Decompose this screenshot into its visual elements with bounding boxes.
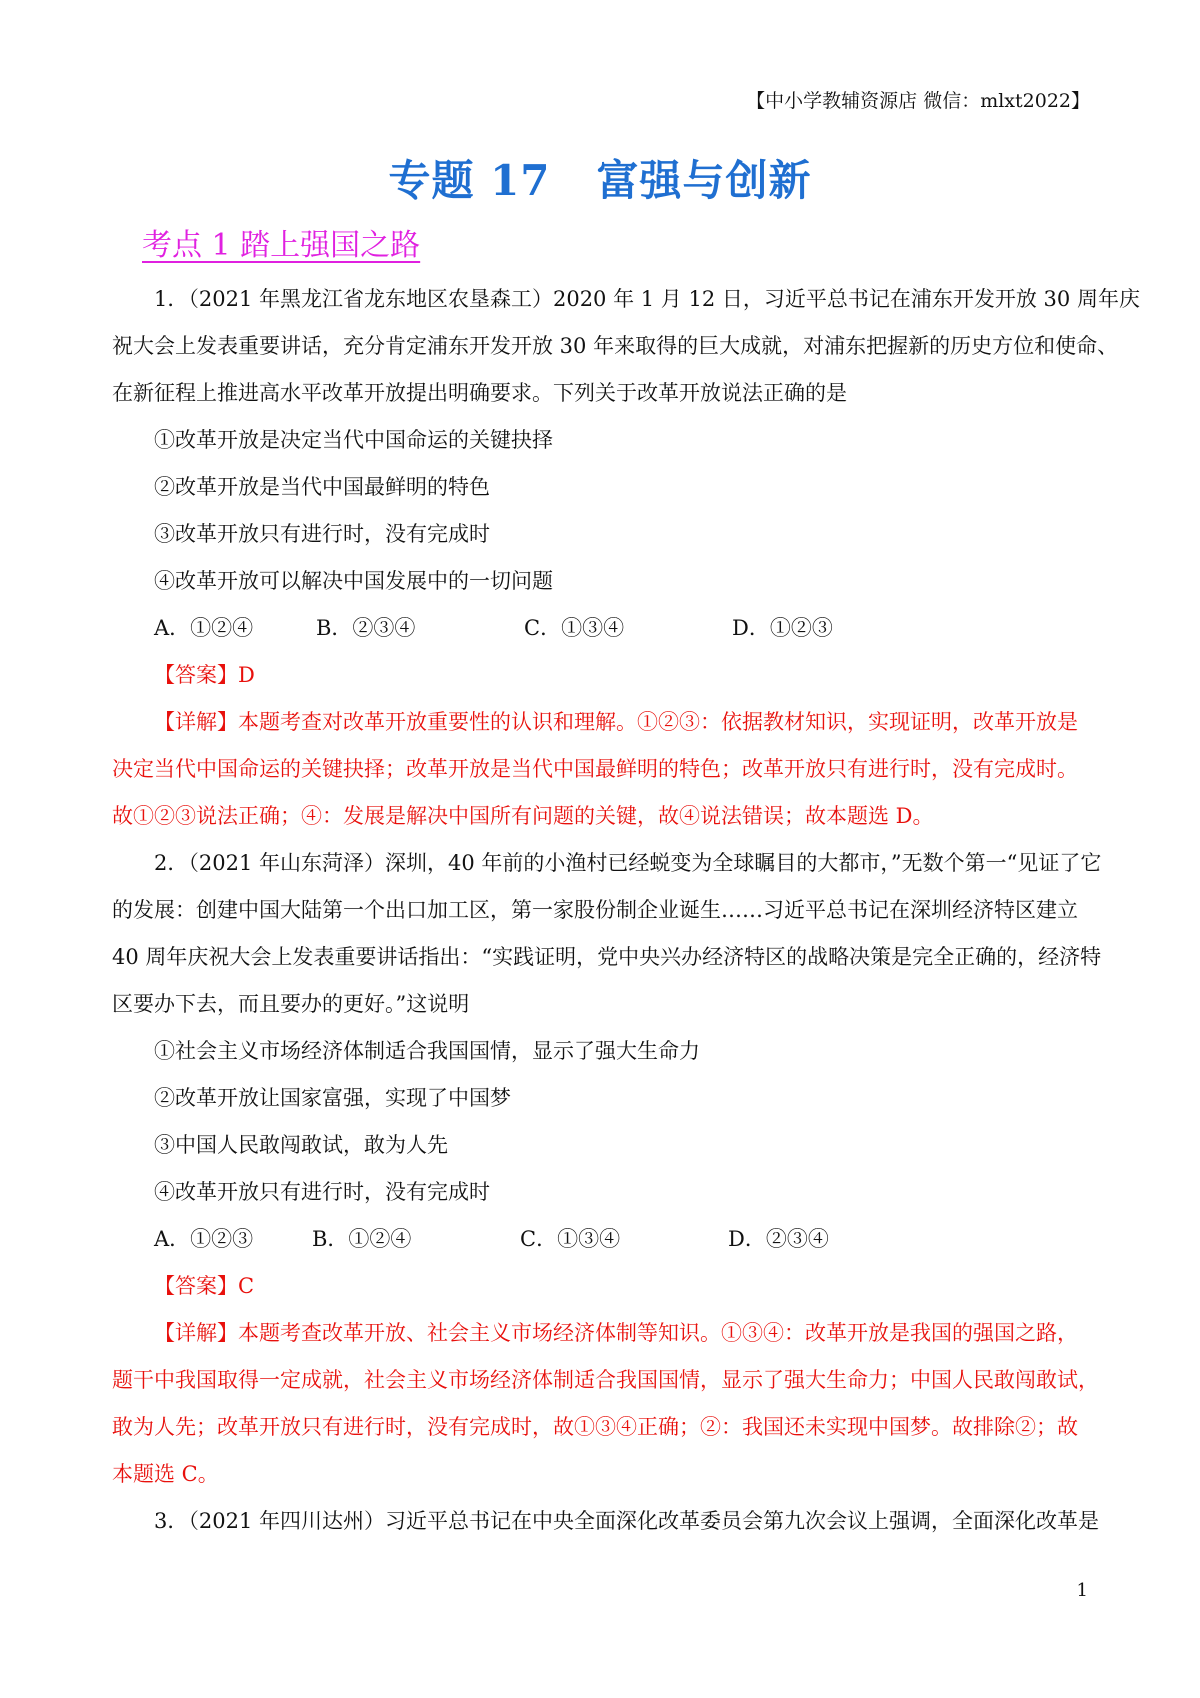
- q1-item: ②改革开放是当代中国最鲜明的特色: [154, 475, 490, 499]
- q2-options: [112, 1216, 1088, 1263]
- q1-item: ④改革开放可以解决中国发展中的一切问题: [154, 569, 553, 593]
- q1-options: [112, 605, 1088, 652]
- q1-option-c: C．①③④: [524, 616, 625, 640]
- q2-stem-line: 2．（2021 年山东菏泽）深圳，40 年前的小渔村已经蜕变为全球瞩目的大都市，”无数个第一“见证了它: [154, 851, 1102, 875]
- q2-detail-line: 本题选 C。: [112, 1462, 219, 1486]
- q1-option-a: A．①②④: [154, 616, 254, 640]
- page-number: 1: [1076, 1580, 1088, 1601]
- q2-option-b: B．①②④: [312, 1227, 412, 1251]
- q3-stem-line: 3．（2021 年四川达州）习近平总书记在中央全面深化改革委员会第九次会议上强调，全面深化改革是: [154, 1509, 1099, 1533]
- q2-detail-line: 敢为人先；改革开放只有进行时，没有完成时，故①③④正确；②：我国还未实现中国梦。故排除②；故: [112, 1415, 1078, 1439]
- header-note: 【中小学教辅资源店 微信：mlxt2022】: [746, 90, 1090, 112]
- q1-stem-line: 祝大会上发表重要讲话，充分肯定浦东开发开放 30 年来取得的巨大成就，对浦东把握新的历史方位和使命、: [112, 334, 1119, 358]
- q2-item: ①社会主义市场经济体制适合我国国情，显示了强大生命力: [154, 1039, 700, 1063]
- q1-item: ③改革开放只有进行时，没有完成时: [154, 522, 490, 546]
- q1-answer: 【答案】D: [154, 663, 255, 687]
- section-heading: 考点 1 踏上强国之路: [142, 228, 421, 263]
- title-topic-number: 专题 17: [388, 156, 551, 205]
- q1-option-d: D．①②③: [732, 616, 833, 640]
- q2-item: ④改革开放只有进行时，没有完成时: [154, 1180, 490, 1204]
- q2-stem-line: 区要办下去，而且要办的更好。”这说明: [112, 992, 470, 1016]
- q1-detail-line: 决定当代中国命运的关键抉择；改革开放是当代中国最鲜明的特色；改革开放只有进行时，没有完成时。: [112, 757, 1078, 781]
- q2-stem-line: 的发展：创建中国大陆第一个出口加工区，第一家股份制企业诞生……习近平总书记在深圳经济特区建立: [112, 898, 1078, 922]
- q2-option-a: A．①②③: [154, 1227, 254, 1251]
- q1-detail-line: 故①②③说法正确；④：发展是解决中国所有问题的关键，故④说法错误；故本题选 D。: [112, 804, 934, 828]
- q1-item: ①改革开放是决定当代中国命运的关键抉择: [154, 428, 553, 452]
- q2-option-c: C．①③④: [520, 1227, 621, 1251]
- q1-option-b: B．②③④: [316, 616, 416, 640]
- q2-stem-line: 40 周年庆祝大会上发表重要讲话指出：“实践证明，党中央兴办经济特区的战略决策是完全正确的，经济特: [112, 945, 1102, 969]
- q2-detail-line: 【详解】本题考查改革开放、社会主义市场经济体制等知识。①③④：改革开放是我国的强国之路，: [154, 1321, 1078, 1345]
- content-body: [112, 276, 1140, 1545]
- q1-stem-line: 在新征程上推进高水平改革开放提出明确要求。下列关于改革开放说法正确的是: [112, 381, 847, 405]
- q2-option-d: D．②③④: [728, 1227, 829, 1251]
- q2-item: ③中国人民敢闯敢试，敢为人先: [154, 1133, 448, 1157]
- q1-detail-line: 【详解】本题考查对改革开放重要性的认识和理解。①②③：依据教材知识，实现证明，改革开放是: [154, 710, 1078, 734]
- title-topic-name: 富强与创新: [596, 156, 812, 205]
- page-title: [0, 148, 1200, 208]
- q1-stem-line: 1．（2021 年黑龙江省龙东地区农垦森工）2020 年 1 月 12 日，习近平总书记在浦东开发开放 30 周年庆: [154, 287, 1140, 311]
- q2-answer: 【答案】C: [154, 1274, 255, 1298]
- q2-detail-line: 题干中我国取得一定成就，社会主义市场经济体制适合我国国情，显示了强大生命力；中国人民敢闯敢试，: [112, 1368, 1099, 1392]
- q2-item: ②改革开放让国家富强，实现了中国梦: [154, 1086, 511, 1110]
